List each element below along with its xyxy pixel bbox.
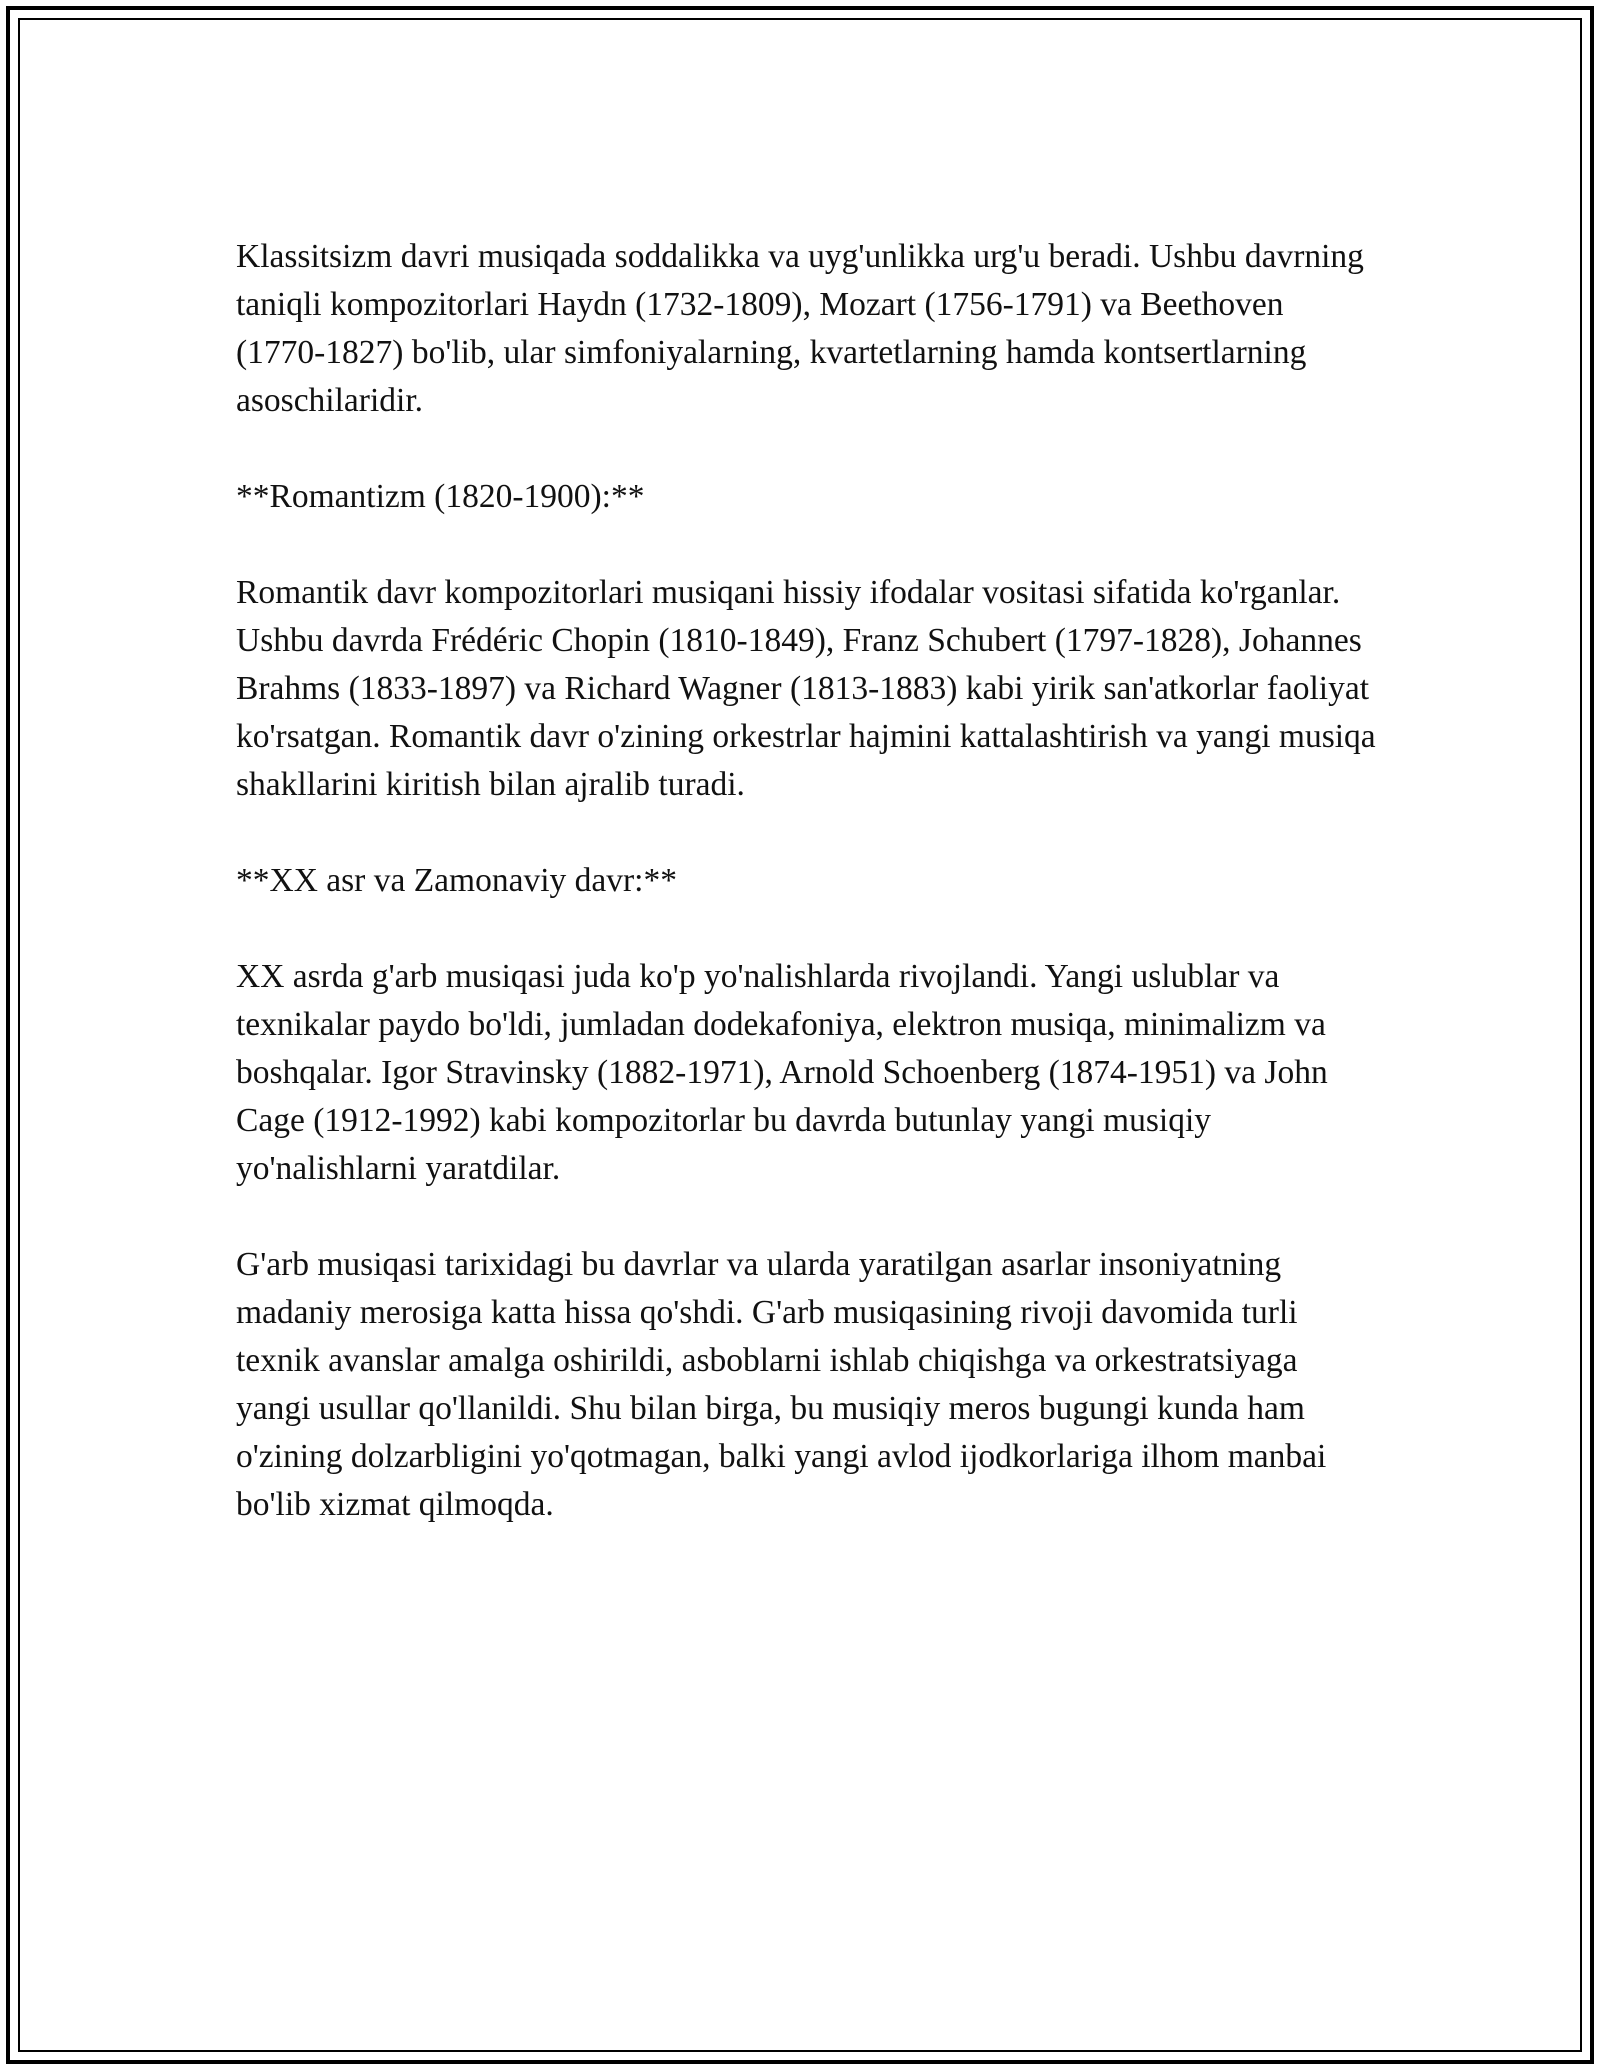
heading-romanticism: **Romantizm (1820-1900):** (236, 478, 645, 515)
paragraph-romanticism: Romantik davr kompozitorlari musiqani hissiy ifodalar vositasi sifatida ko'rganlar. Ushbu davrda Frédéric Chopin (1810-1849), Franz Schubert (1797-1828), Johannes Brahms (1833-1897) va Richard Wagner (1813-1883) kabi yirik san'atkorlar faoliyat ko'rsatgan. Romantik davr o'zining orkestrlar hajmini kattalashtirish va yangi musiqa shakllarini kiritish bilan ajralib turadi. (236, 574, 1376, 803)
document-body (236, 233, 1376, 1577)
paragraph-conclusion: G'arb musiqasi tarixidagi bu davrlar va ularda yaratilgan asarlar insoniyatning madaniy merosiga katta hissa qo'shdi. G'arb musiqasining rivoji davomida turli texnik avanslar amalga oshirildi, asboblarni ishlab chiqishga va orkestratsiyaga yangi usullar qo'llanildi. Shu bilan birga, bu musiqiy meros bugungi kunda ham o'zining dolzarbligini yo'qotmagan, balki yangi avlod ijodkorlariga ilhom manbai bo'lib xizmat qilmoqda. (236, 1246, 1327, 1523)
paragraph-classicism: Klassitsizm davri musiqada soddalikka va uyg'unlikka urg'u beradi. Ushbu davrning taniqli kompozitorlari Haydn (1732-1809), Mozart (1756-1791) va Beethoven (1770-1827) bo'lib, ular simfoniyalarning, kvartetlarning hamda kontsertlarning asoschilaridir. (236, 238, 1364, 419)
heading-20th-century: **XX asr va Zamonaviy davr:** (236, 862, 677, 899)
paragraph-20th-century: XX asrda g'arb musiqasi juda ko'p yo'nalishlarda rivojlandi. Yangi uslublar va texnikalar paydo bo'ldi, jumladan dodekafoniya, elektron musiqa, minimalizm va boshqalar. Igor Stravinsky (1882-1971), Arnold Schoenberg (1874-1951) va John Cage (1912-1992) kabi kompozitorlar bu davrda butunlay yangi musiqiy yo'nalishlarni yaratdilar. (236, 958, 1328, 1187)
